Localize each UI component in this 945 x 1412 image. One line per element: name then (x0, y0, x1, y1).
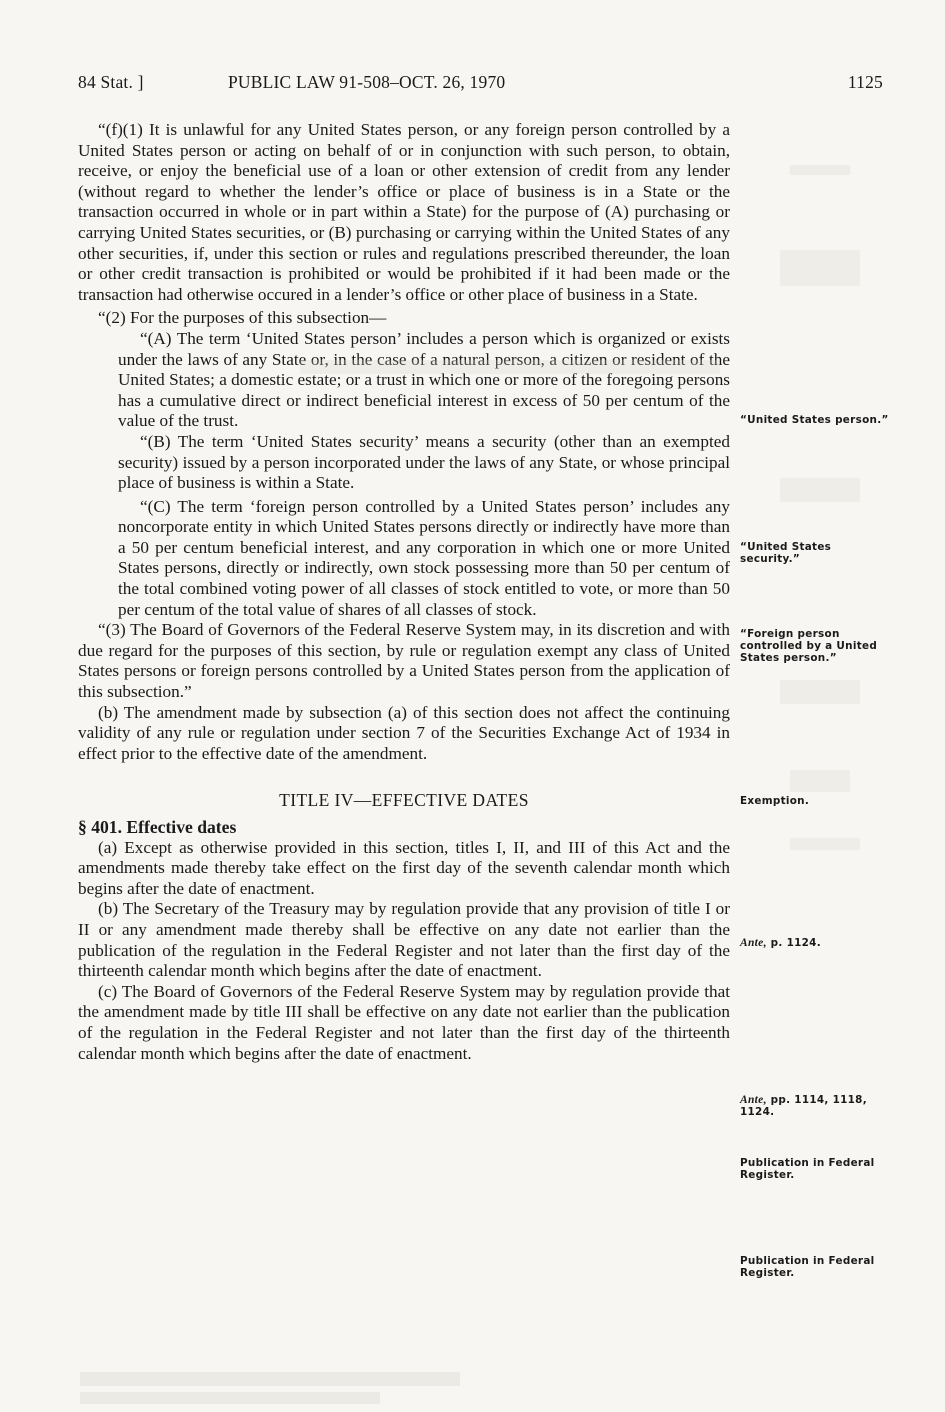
statute-volume: 84 Stat. ] (78, 72, 144, 92)
paragraph-401c: (c) The Board of Governors of the Federal Reserve System may by regulation provide that the amendment made by title III shall be effective on any date not earlier than the publication of the regulation in the Federal Register and not later than the first day of the thirteenth calendar month which begins after the date of enactment. (78, 981, 730, 1063)
paragraph-f3: “(3) The Board of Governors of the Federal Reserve System may, in its discretion and with due regard for the purposes of this section, by rule or regulation exempt any class of United States persons or foreign persons controlled by a United States person from the application of this subsection.” (78, 620, 730, 702)
margin-note-exemption: Exemption. (740, 795, 810, 807)
margin-note-publication-2: Publication in Federal Register. (740, 1255, 875, 1279)
margin-note-publication-1: Publication in Federal Register. (740, 1157, 875, 1181)
paragraph-f2c: “(C) The term ‘foreign person controlled by a United States person’ includes any noncorporate entity in which United States persons directly or indirectly have more than a 50 per centum beneficial interest, and any corporation in which one or more United States persons, directly or indirectly, own stock possessing more than 50 per centum of the total combined voting power of all classes of stock entitled to vote, or more than 50 per centum of the total value of shares of all classes of stock. (118, 496, 730, 619)
ante-pages: pp. 1114, 1118, 1124. (740, 1094, 867, 1118)
margin-note-united-states-person: “United States person.” (740, 414, 889, 426)
ante-italic: Ante, (740, 937, 767, 949)
margin-note-ante-pages (740, 1094, 890, 1118)
margin-note-united-states-security: “United States security.” (740, 541, 832, 565)
paragraph-f2a: “(A) The term ‘United States person’ includes a person which is organized or exists under the laws of any State or, in the case of a natural person, a citizen or resident of the United States; a domestic estate; or a trust in which one or more of the foregoing persons has a cumulative direct or indirect beneficial interest in excess of 50 per centum of the value of the trust. (118, 328, 730, 431)
margin-note-foreign-person: “Foreign person controlled by a United States person.” (740, 628, 878, 664)
paragraph-401b: (b) The Secretary of the Treasury may by regulation provide that any provision of title I or II or any amendment made thereby shall be effective on any date not earlier than the publication of the regulation in the Federal Register and not later than the first day of the thirteenth calendar month which begins after the date of enactment. (78, 899, 730, 981)
public-law-title: PUBLIC LAW 91-508–OCT. 26, 1970 (228, 72, 506, 92)
section-401-heading: § 401. Effective dates (78, 817, 237, 837)
ante-page: p. 1124. (766, 937, 821, 949)
ante-italic: Ante, (740, 1094, 767, 1106)
paragraph-401a: (a) Except as otherwise provided in this section, titles I, II, and III of this Act and the amendments made thereby take effect on the first day of the seventh calendar month which begins after the date of enactment. (78, 837, 730, 898)
paragraph-b: (b) The amendment made by subsection (a) of this section does not affect the continuing validity of any rule or regulation under section 7 of the Securities Exchange Act of 1934 in effect prior to the effective date of the amendment. (78, 702, 730, 763)
paragraph-f1: “(f)(1) It is unlawful for any United States person, or any foreign person controlled by a United States person or acting on behalf of or in conjunction with such person, to obtain, receive, or enjoy the beneficial use of a loan or other extension of credit from any lender (without regard to whether the lender’s office or place of business is in a State or the transaction occurred in whole or in part within a State) for the purpose of (A) purchasing or carrying United States securities, or (B) purchasing or carrying within the United States of any other securities, if, under this section or rules and regulations prescribed thereunder, the loan or other credit transaction is prohibited or would be prohibited if it had been made or the transaction had otherwise occured in a lender’s office or other place of business in a State. (78, 120, 730, 304)
title-iv-heading: TITLE IV—EFFECTIVE DATES (279, 790, 529, 811)
running-header (78, 72, 883, 100)
main-text-column (78, 120, 730, 1064)
paragraph-f2b: “(B) The term ‘United States security’ means a security (other than an exempted security) issued by a person incorporated under the laws of any State, or whose principal place of business is within a State. (118, 431, 730, 493)
margin-note-ante-1124 (740, 937, 890, 949)
paragraph-f2: “(2) For the purposes of this subsection— (98, 308, 387, 328)
page-number: 1125 (847, 72, 883, 92)
